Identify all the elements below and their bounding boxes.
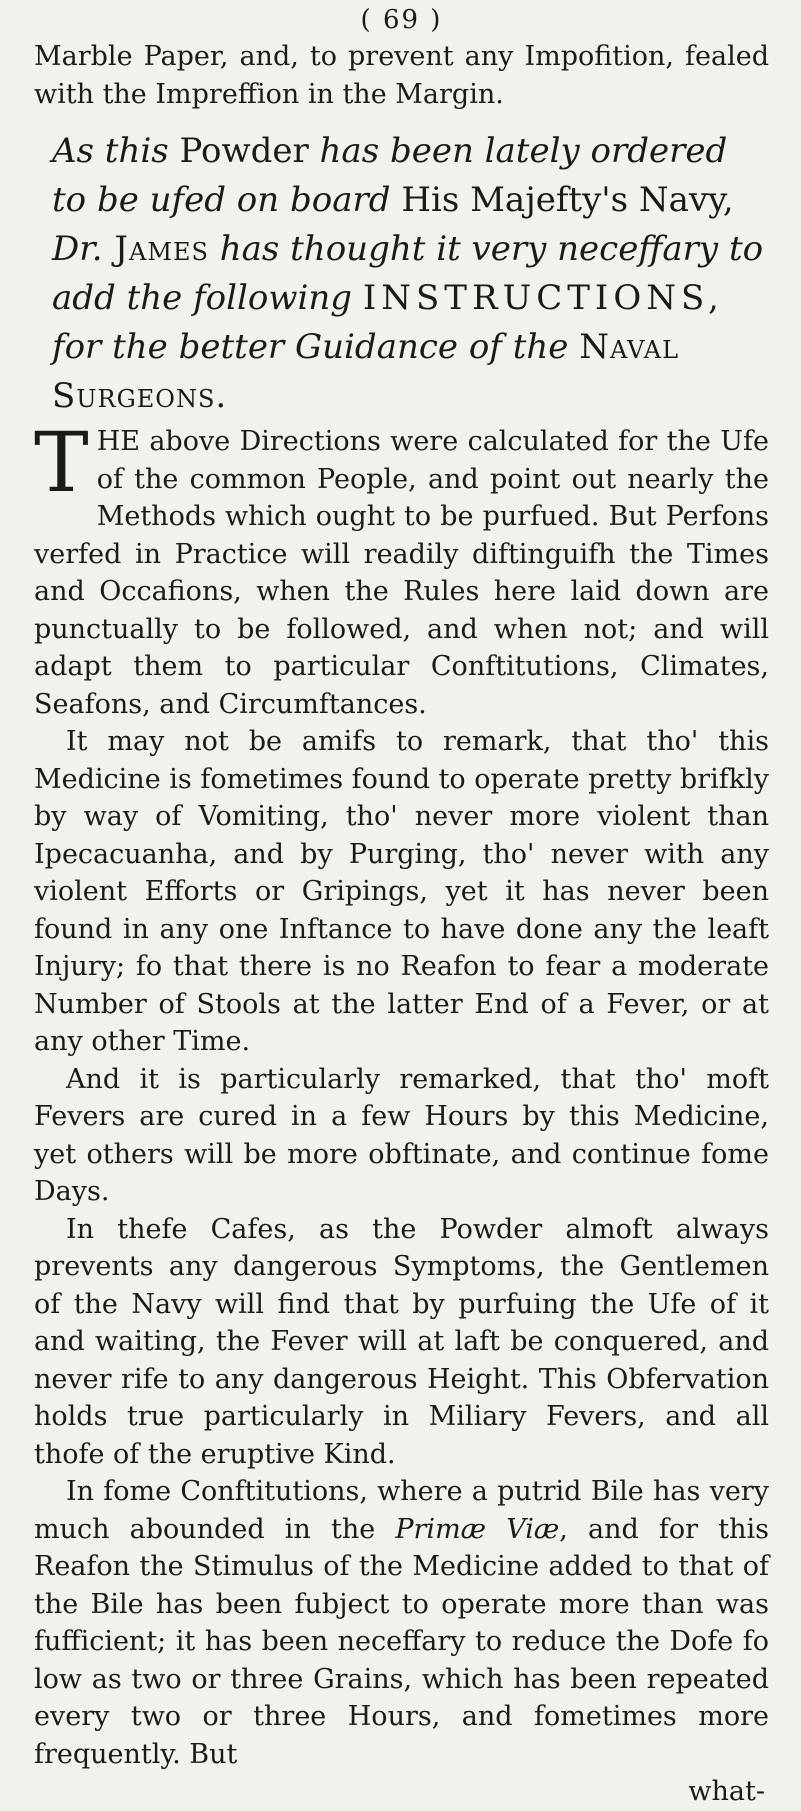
intro-text: Marble Paper, and, to prevent any Impofition, fealed with the Impreffion in the Margin. bbox=[34, 41, 769, 110]
paragraph-5-end: , and for this Reafon the Stimulus of the Medicine added to that of the Bile has been fubject to operate more than was fufficient; it has been neceffary to reduce the Dofe fo low as two or three Grains, which has been repeated every two or three Hours, and fometimes more frequently. But bbox=[34, 1513, 769, 1770]
paragraph-3: And it is particularly remarked, that tho' moft Fevers are cured in a few Hours by this Medicine, yet others will be more obftinate, and continue fome Days. bbox=[34, 1063, 769, 1207]
notice-part-10: Naval Surgeons. bbox=[52, 327, 680, 416]
paragraph-5-latin: Primæ Viæ bbox=[395, 1513, 560, 1545]
paragraph-4: In thefe Cafes, as the Powder almoft always prevents any dangerous Symptoms, the Gentlemen of the Navy will find that by purfuing the Ufe of it and waiting, the Fever will at laft be conquered, and never rife to any dangerous Height. This Obfervation holds true particularly in Miliary Fevers, and all thofe of the eruptive Kind. bbox=[34, 1213, 769, 1470]
page-number: ( 69 ) bbox=[360, 5, 443, 35]
paragraph-5 bbox=[34, 1473, 769, 1773]
notice-part-9: for the better Guidance of the bbox=[52, 327, 580, 367]
notice-part-4: His Majefty's Navy, bbox=[390, 180, 734, 220]
paragraph-5-start: In fome Conftitutions, where a putrid Bile has very much abounded in the bbox=[34, 1476, 769, 1545]
notice-part-8: INSTRUCTIONS, bbox=[362, 278, 724, 318]
notice-heading bbox=[34, 127, 769, 421]
catchword: what- bbox=[688, 1776, 765, 1807]
paragraph-1: HE above Directions were calculated for the Ufe of the common People, and point out nearly the Methods which ought to be purfued. But Perfons verfed in Practice will readily diftinguifh the Times and Occafions, when the Rules here laid down are punctually to be followed, and when not; and will adapt them to particular Conftitutions, Climates, Seafons, and Circumftances. bbox=[34, 426, 769, 720]
paragraph-2: It may not be amifs to remark, that tho' this Medicine is fometimes found to operate pretty brifkly by way of Vomiting, tho' never more violent than Ipecacuanha, and by Purging, tho' never with any violent Efforts or Gripings, yet it has never been found in any one Inftance to have done any the leaft Injury; fo that there is no Reafon to fear a moderate Number of Stools at the latter End of a Fever, or at any other Time. bbox=[34, 726, 769, 1057]
notice-part-1: As this bbox=[52, 131, 169, 171]
notice-part-2: Powder bbox=[168, 131, 320, 171]
drop-cap: T bbox=[34, 416, 89, 511]
instructions-body bbox=[34, 416, 769, 1811]
notice-part-6: James bbox=[102, 229, 209, 269]
notice-part-7: has thought it very neceffary to add the following bbox=[52, 229, 764, 318]
first-paragraph bbox=[34, 416, 769, 723]
notice-part-3: has been lately ordered to be ufed on board bbox=[52, 131, 728, 220]
notice-part-5: Dr. bbox=[52, 229, 103, 269]
